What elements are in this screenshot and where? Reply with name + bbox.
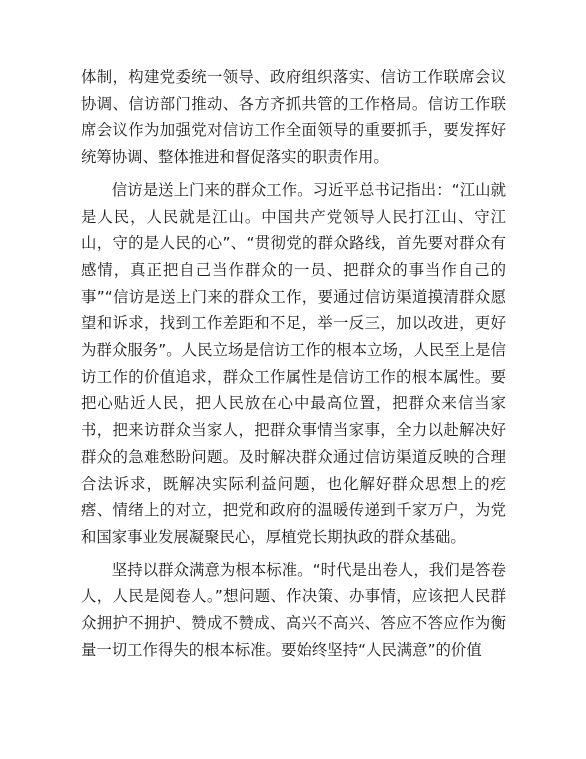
paragraph-petition-mass-work: 信访是送上门来的群众工作。习近平总书记指出：“江山就是人民，人民就是江山。中国共产党领导人民打江山、守江山，守的是人民的心”、“贯彻党的群众路线，首先要对群众有感情，真正把自己当作群众的一员、把群众的事当作自己的事”“信访是送上门来的群众工作，要通过信访渠道摸清群众愿望和诉求，找到工作差距和不足，举一反三，加以改进，更好为群众服务”。人民立场是信访工作的根本立场，人民至上是信访工作的价值追求，群众工作属性是信访工作的根本属性。要把心贴近人民，把人民放在心中最高位置，把群众来信当家书，把来访群众当家人，把群众事情当家事，全力以赴解决好群众的急难愁盼问题。及时解决群众通过信访渠道反映的合理合法诉求，既解决实际利益问题，也化解好群众思想上的疙瘩、情绪上的对立，把党和政府的温暖传递到千家万户，为党和国家事业发展凝聚民心，厚植党长期执政的群众基础。 <box>81 180 506 546</box>
document-body <box>81 64 506 663</box>
paragraph-satisfaction-standard: 坚持以群众满意为根本标准。“时代是出卷人，我们是答卷人，人民是阅卷人。”想问题、作决策、办事情，应该把人民群众拥护不拥护、赞成不赞成、高兴不高兴、答应不答应作为衡量一切工作得失的根本标准。要始终坚持“人民满意”的价值 <box>81 560 506 659</box>
paragraph-continued: 体制，构建党委统一领导、政府组织落实、信访工作联席会议协调、信访部门推动、各方齐抓共管的工作格局。信访工作联席会议作为加强党对信访工作全面领导的重要抓手，要发挥好统筹协调、整体推进和督促落实的职责作用。 <box>81 68 506 167</box>
